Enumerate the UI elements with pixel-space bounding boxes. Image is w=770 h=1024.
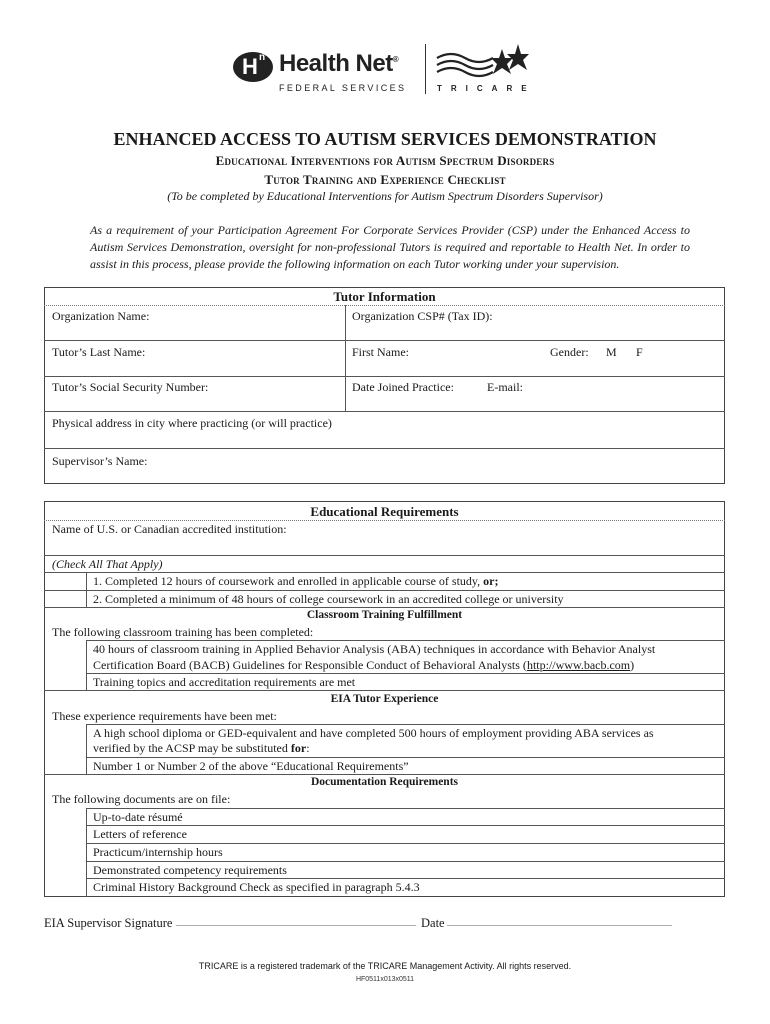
trademark-notice: TRICARE is a registered trademark of the TRICARE Management Activity. All rights reserved.: [198, 961, 572, 971]
first-name-field[interactable]: First Name:: [352, 345, 409, 359]
tutor-last-name-field[interactable]: Tutor’s Last Name:: [52, 345, 146, 359]
documentation-heading: Documentation Requirements: [310, 776, 459, 788]
divider: [86, 640, 725, 641]
health-net-logo: [233, 46, 423, 96]
signature-date-field[interactable]: _____________________________________________: [447, 916, 672, 927]
divider: [44, 411, 725, 412]
health-net-subtitle: FEDERAL SERVICES: [279, 83, 407, 93]
gender-option-f[interactable]: F: [636, 345, 643, 359]
tricare-wordmark: TRICARE: [437, 84, 536, 93]
gender-label: Gender:: [550, 345, 589, 359]
divider: [86, 673, 725, 674]
document-option-resume[interactable]: Up-to-date résumé: [93, 810, 183, 824]
divider: [44, 572, 725, 573]
check-all-note: (Check All That Apply): [52, 557, 163, 571]
tutor-information-heading: Tutor Information: [333, 289, 436, 304]
educational-requirements-heading: Educational Requirements: [310, 504, 459, 519]
divider: [44, 555, 725, 556]
tricare-logo: [433, 40, 543, 96]
classroom-training-intro: The following classroom training has been completed:: [52, 625, 314, 639]
eia-experience-option-2[interactable]: Number 1 or Number 2 of the above “Educational Requirements”: [93, 759, 409, 773]
supervisor-name-field[interactable]: Supervisor’s Name:: [52, 454, 148, 468]
eia-experience-option-1-cont: verified by the ACSP may be substituted for:: [93, 741, 310, 755]
education-option-2[interactable]: 2. Completed a minimum of 48 hours of college coursework in an accredited college or university: [93, 592, 564, 606]
organization-csp-field[interactable]: Organization CSP# (Tax ID):: [352, 309, 493, 323]
page-title: ENHANCED ACCESS TO AUTISM SERVICES DEMONSTRATION: [113, 129, 657, 149]
page-subtitle-line-2: Tutor Training and Experience Checklist: [264, 172, 506, 187]
document-option-practicum[interactable]: Practicum/internship hours: [93, 845, 223, 859]
divider: [86, 757, 725, 758]
date-label: Date: [421, 916, 445, 930]
eia-experience-option-1[interactable]: A high school diploma or GED-equivalent and have completed 500 hours of employment providing ABA services as: [93, 726, 654, 740]
supervisor-signature-label: EIA Supervisor Signature: [44, 916, 173, 930]
documentation-intro: The following documents are on file:: [52, 792, 231, 806]
education-option-1[interactable]: 1. Completed 12 hours of coursework and enrolled in applicable course of study, or;: [93, 574, 499, 588]
eia-experience-intro: These experience requirements have been met:: [52, 709, 277, 723]
page-subtitle-line-1: Educational Interventions for Autism Spectrum Disorders: [215, 153, 555, 168]
completion-note: (To be completed by Educational Interventions for Autism Spectrum Disorders Supervisor): [167, 189, 603, 203]
divider: [44, 774, 725, 775]
divider: [86, 808, 725, 809]
logo-divider: [425, 44, 426, 94]
eia-experience-heading: EIA Tutor Experience: [330, 693, 439, 705]
divider: [86, 825, 725, 826]
divider: [44, 305, 725, 306]
document-option-competency[interactable]: Demonstrated competency requirements: [93, 863, 287, 877]
classroom-training-option-2[interactable]: Training topics and accreditation requirements are met: [93, 675, 356, 689]
document-option-references[interactable]: Letters of reference: [93, 827, 187, 841]
divider: [86, 843, 725, 844]
tutor-ssn-field[interactable]: Tutor’s Social Security Number:: [52, 380, 209, 394]
divider: [86, 724, 725, 725]
gender-option-m[interactable]: M: [606, 345, 617, 359]
tricare-flag-icon: [433, 40, 543, 84]
organization-name-field[interactable]: Organization Name:: [52, 309, 150, 323]
divider: [44, 376, 725, 377]
physical-address-field[interactable]: Physical address in city where practicing (or will practice): [52, 416, 332, 430]
classroom-training-option-1[interactable]: 40 hours of classroom training in Applied Behavior Analysis (ABA) techniques in accordance with Behavior Analyst: [93, 642, 656, 656]
institution-name-field[interactable]: Name of U.S. or Canadian accredited institution:: [52, 522, 287, 536]
divider: [44, 340, 725, 341]
health-net-wordmark: Health Net®: [279, 50, 399, 77]
classroom-training-option-1-cont: Certification Board (BACB) Guidelines for Responsible Conduct of Behavioral Analysts (http://www.bacb.com): [93, 658, 635, 672]
document-option-background-check[interactable]: Criminal History Background Check as specified in paragraph 5.4.3: [93, 880, 420, 894]
form-code: HF0511x013x0511: [355, 976, 415, 983]
divider: [44, 448, 725, 449]
date-joined-field[interactable]: Date Joined Practice:: [352, 380, 454, 394]
intro-paragraph: As a requirement of your Participation Agreement For Corporate Services Provider (CSP) under the Enhanced Access to Autism Services Demonstration, oversight for non-professional Tutors is required and reportable to Health Net. In order to assist in this process, please provide the following information on each Tutor working under your supervision.: [90, 223, 690, 271]
divider: [44, 590, 725, 591]
health-net-mark-icon: H n: [233, 52, 273, 82]
divider: [86, 640, 87, 690]
divider: [44, 520, 725, 521]
divider: [86, 861, 725, 862]
divider: [86, 724, 87, 774]
divider: [44, 607, 725, 608]
supervisor-signature-field[interactable]: ________________________________________________: [176, 916, 416, 927]
divider: [86, 808, 87, 897]
bacb-link[interactable]: http://www.bacb.com: [526, 658, 631, 672]
email-field[interactable]: E-mail:: [487, 380, 523, 394]
divider: [44, 690, 725, 691]
divider: [345, 305, 346, 411]
classroom-training-heading: Classroom Training Fulfillment: [306, 609, 463, 621]
divider: [86, 878, 725, 879]
